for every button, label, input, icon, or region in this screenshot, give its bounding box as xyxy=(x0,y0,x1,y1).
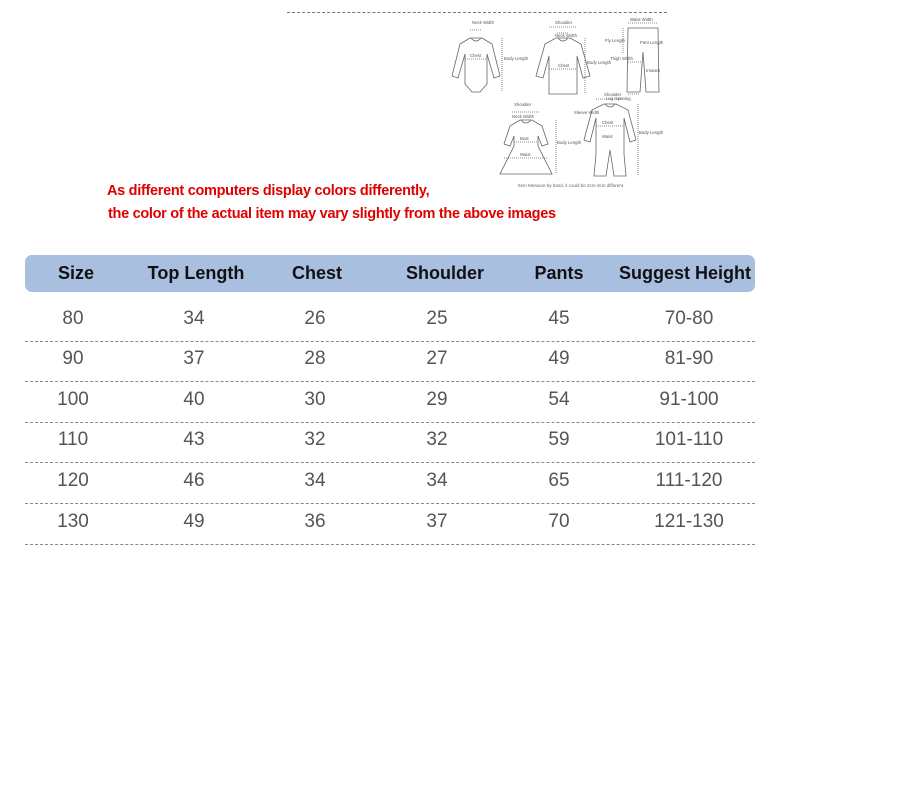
cell-size: 110 xyxy=(57,429,89,450)
cell-suggest-height: 91-100 xyxy=(659,389,719,410)
romper-diagram xyxy=(452,30,502,92)
cell-shoulder: 25 xyxy=(426,308,448,329)
label-body-length-1: Body Length xyxy=(504,56,529,61)
label-pant-length: Pant Length xyxy=(640,40,664,45)
measure-note: Item Measure by hand, it could be 2cm-3cm different. xyxy=(518,183,625,188)
row-divider xyxy=(25,381,755,382)
cell-pants: 70 xyxy=(548,511,570,532)
cell-shoulder: 37 xyxy=(426,511,448,532)
label-waist-2: Waist xyxy=(602,134,613,139)
label-body-length-2: Body Length xyxy=(587,60,612,65)
label-chest-2: Chest xyxy=(558,63,570,68)
cell-top-length: 43 xyxy=(183,429,205,450)
dress-diagram xyxy=(500,112,556,174)
cell-chest: 30 xyxy=(304,389,326,410)
cell-shoulder: 29 xyxy=(426,389,448,410)
color-notice-line1: As different computers display colors differently, xyxy=(107,183,430,199)
label-shoulder-1: Shoulder xyxy=(555,20,573,25)
table-row xyxy=(25,505,755,545)
cell-top-length: 34 xyxy=(183,308,205,329)
color-notice-line2: the color of the actual item may vary slightly from the above images xyxy=(108,206,556,222)
cell-chest: 26 xyxy=(304,308,326,329)
cell-suggest-height: 121-130 xyxy=(654,511,724,532)
cell-pants: 49 xyxy=(548,348,570,369)
cell-size: 130 xyxy=(57,511,89,532)
header-pants: Pants xyxy=(534,263,584,283)
label-bust: Bust xyxy=(520,136,529,141)
cell-size: 120 xyxy=(57,470,89,491)
label-body-length-4: Body Length xyxy=(639,130,664,135)
cell-chest: 32 xyxy=(304,429,326,450)
cell-suggest-height: 81-90 xyxy=(664,348,714,369)
size-table-header xyxy=(25,255,755,292)
cell-top-length: 40 xyxy=(183,389,205,410)
label-waist-1: Waist xyxy=(520,152,531,157)
cell-chest: 34 xyxy=(304,470,326,491)
table-row xyxy=(25,342,755,382)
cell-size: 90 xyxy=(62,348,84,369)
header-suggest-height: Suggest Height xyxy=(618,263,752,283)
header-chest: Chest xyxy=(291,263,343,283)
measurement-diagram-svg xyxy=(440,14,664,194)
cell-shoulder: 34 xyxy=(426,470,448,491)
label-neck-width-2: Neck Width xyxy=(555,33,577,38)
cell-shoulder: 27 xyxy=(426,348,448,369)
cell-suggest-height: 101-110 xyxy=(654,429,724,450)
cell-pants: 59 xyxy=(548,429,570,450)
label-leg-opening: Leg Opening xyxy=(606,96,631,101)
cell-pants: 54 xyxy=(548,389,570,410)
label-shoulder-3: Shoulder xyxy=(604,92,622,97)
table-row xyxy=(25,383,755,423)
table-row xyxy=(25,302,755,342)
label-neck-width-1: Neck Width xyxy=(472,20,494,25)
cell-top-length: 37 xyxy=(183,348,205,369)
cell-size: 100 xyxy=(57,389,89,410)
cell-size: 80 xyxy=(62,308,84,329)
label-shoulder-2: Shoulder xyxy=(514,102,532,107)
cell-top-length: 46 xyxy=(183,470,205,491)
header-top-length: Top Length xyxy=(147,263,245,283)
cell-pants: 65 xyxy=(548,470,570,491)
measurement-diagrams xyxy=(440,14,664,194)
label-neck-width-3: Neck Width xyxy=(512,114,534,119)
header-shoulder: Shoulder xyxy=(405,263,485,283)
cell-top-length: 49 xyxy=(183,511,205,532)
cell-chest: 36 xyxy=(304,511,326,532)
label-chest-3: Chest xyxy=(602,120,614,125)
label-thigh-width: Thigh Width xyxy=(610,56,633,61)
label-waist-width: Waist Width xyxy=(630,17,653,22)
label-body-length-3: Body Length xyxy=(557,140,582,145)
top-divider xyxy=(287,12,667,13)
label-inseam: Inseam xyxy=(646,68,661,73)
label-sleeve-width: Sleeve Width xyxy=(574,110,600,115)
cell-shoulder: 32 xyxy=(426,429,448,450)
row-divider xyxy=(25,462,755,463)
row-divider xyxy=(25,544,755,545)
cell-chest: 28 xyxy=(304,348,326,369)
cell-suggest-height: 70-80 xyxy=(664,308,714,329)
table-row xyxy=(25,423,755,463)
cell-suggest-height: 111-120 xyxy=(655,470,723,491)
cell-pants: 45 xyxy=(548,308,570,329)
label-fly-length: Fly Length xyxy=(605,38,626,43)
row-divider xyxy=(25,503,755,504)
label-chest-1: Chest xyxy=(470,53,482,58)
table-row xyxy=(25,464,755,504)
header-size: Size xyxy=(57,263,95,283)
